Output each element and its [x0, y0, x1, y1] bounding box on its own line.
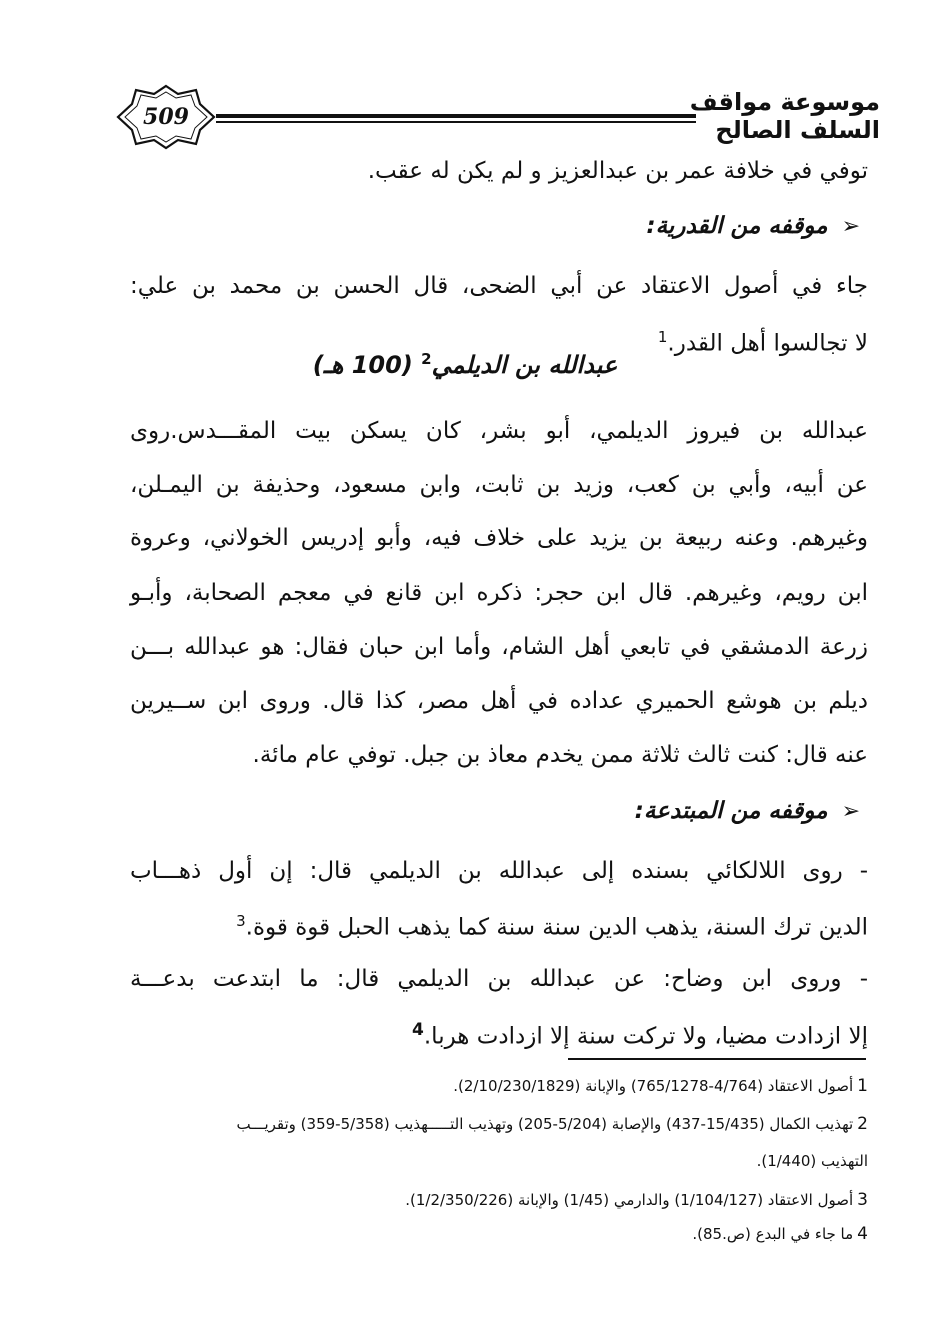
footnote: 3أصول الاعتقاد (1/104/127) والدارمي (1/45) والإبانة (1/2/350/226).: [405, 1190, 868, 1210]
arrow-left-icon: ➢: [841, 799, 860, 824]
footnote-ref[interactable]: 1: [657, 328, 668, 346]
page-header: [110, 78, 880, 158]
footnote-continuation: التهذيب (1/440).: [756, 1152, 868, 1170]
text-line: - وروى ابن وضاح: عن عبدالله بن الديلمي قال: ما ابتدعت بدعـــة: [130, 966, 868, 992]
text-line: توفي في خلافة عمر بن عبدالعزيز و لم يكن له عقب.: [367, 158, 868, 184]
text-line: لا تجالسوا أهل القدر.$^1$: [657, 328, 868, 357]
text-line: زرعة الدمشقي في تابعي أهل الشام، وأما ابن حبان فقال: هو عبدالله بـــن: [130, 634, 868, 660]
page-number: 509: [143, 104, 189, 130]
text-line: عن أبيه، وأبي بن كعب، وزيد بن ثابت، وابن مسعود، وحذيفة بن اليمـلن،: [130, 472, 868, 498]
text-line: الدين ترك السنة، يذهب الدين سنة سنة كما يذهب الحبل قوة قوة.$^3$: [236, 912, 868, 941]
text-line: - روى اللالكائي بسنده إلى عبدالله بن الديلمي قال: إن أول ذهـــاب: [130, 858, 868, 884]
footnote-ref[interactable]: 4: [412, 1020, 424, 1040]
text-line: جاء في أصول الاعتقاد عن أبي الضحى، قال الحسن بن محمد بن علي:: [130, 273, 868, 299]
biography-title: عبدالله بن الديلمي$^2$ (100 هـ): [312, 350, 618, 379]
footnote-ref[interactable]: 2: [421, 350, 432, 368]
section-heading: ➢موقفه من القدرية:: [646, 213, 860, 239]
footnote-ref[interactable]: 3: [236, 912, 246, 930]
section-heading: ➢موقفه من المبتدعة:: [634, 798, 860, 824]
text-line: وغيرهم. وعنه ربيعة بن يزيد على خلاف فيه، وأبو إدريس الخولاني، وعروة: [130, 525, 868, 551]
page-number-badge: [116, 84, 216, 150]
text-line: إلا ازدادت مضيا، ولا تركت سنة إلا ازدادت هربا.$^4$: [412, 1020, 868, 1050]
text-line: ابن رويم، وغيرهم. قال ابن حجر: ذكره ابن قانع في معجم الصحابة، وأبـو: [130, 580, 868, 606]
text-line: عنه قال: كنت ثالث ثلاثة ممن يخدم معاذ بن جبل. توفي عام مائة.: [252, 742, 868, 768]
arrow-left-icon: ➢: [841, 214, 860, 239]
text-line: عبدالله بن فيروز الديلمي، أبو بشر، كان يسكن بيت المقـــدس.روى: [130, 418, 868, 444]
series-title: موسوعة مواقف السلف الصالح: [689, 88, 880, 144]
footnote-separator: [568, 1058, 866, 1060]
footnote: 4ما جاء في البدع (ص.85).: [692, 1224, 868, 1244]
footnote: 1أصول الاعتقاد (4/764-765/1278) والإبانة (2/10/230/1829).: [453, 1076, 868, 1096]
text-line: ديلم بن هوشع الحميري عداده في أهل مصر، كذا قال. وروى ابن ســيرين: [130, 688, 868, 714]
footnote: 2تهذيب الكمال (15/435-437) والإصابة (5/204-205) وتهذيب التـــــهذيب (5/358-359) وتقريـــب: [236, 1114, 868, 1134]
